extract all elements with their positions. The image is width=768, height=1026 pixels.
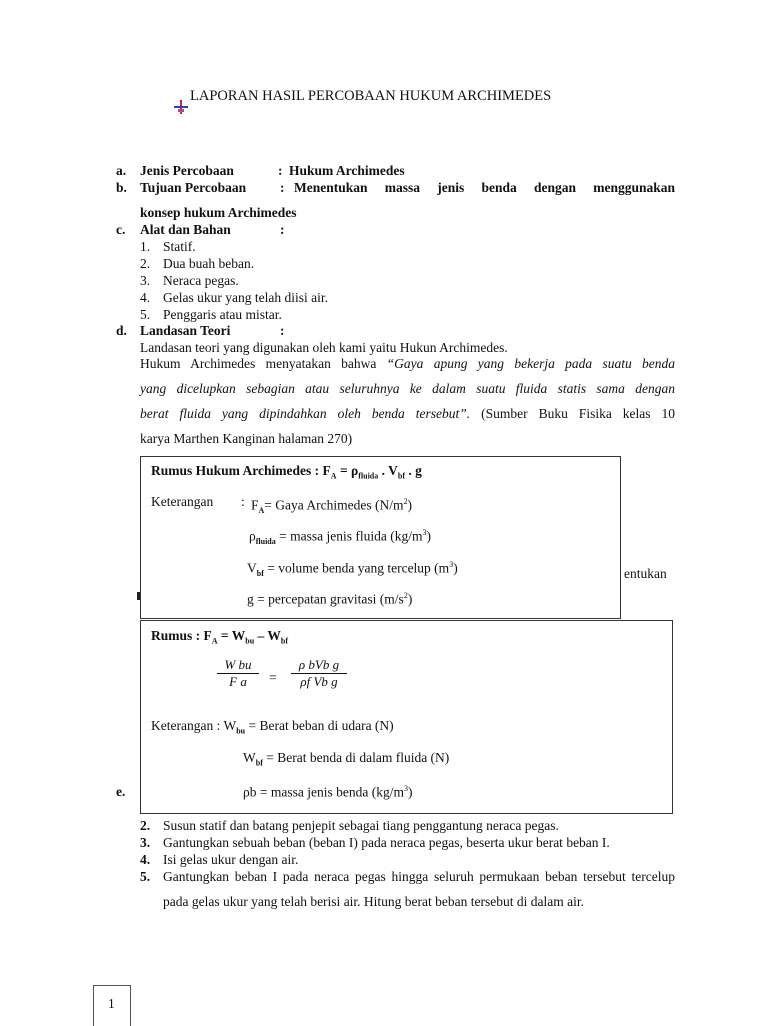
equals-sign: = — [269, 670, 277, 685]
list-item-number: 1. — [140, 239, 151, 254]
box1-line-rho: $\rho_{fluida}$ = massa jenis fluida $(kg/m^3)$ — [249, 528, 431, 547]
step-item: Gantungkan sebuah beban (beban I) pada neraca pegas, beserta ukur berat beban I. — [163, 835, 610, 850]
list-item-number: 4. — [140, 290, 151, 305]
theory-quote-start: “Gaya apung yang bekerja pada suatu benda — [386, 356, 675, 371]
list-item: Dua buah beban. — [163, 256, 255, 271]
hidden-text-fragment: entukan — [624, 566, 667, 581]
document-title: LAPORAN HASIL PERCOBAAN HUKUM ARCHIMEDES — [190, 88, 552, 104]
theory-source: (Sumber Buku Fisika kelas 10 — [470, 406, 675, 421]
step-number: 4. — [140, 852, 151, 867]
section-d-label: Landasan Teori — [140, 323, 231, 338]
box1-heading: Rumus Hukum Archimedes : $F_A = \rho_{fluida}$ . $V_{bf}$ . g — [151, 463, 422, 481]
step-number: 2. — [140, 818, 151, 833]
step-item: Isi gelas ukur dengan air. — [163, 852, 299, 867]
section-c-marker: c. — [116, 222, 126, 237]
section-c-label: Alat dan Bahan — [140, 222, 231, 237]
theory-line-2-normal: Hukum Archimedes menyatakan bahwa — [140, 356, 387, 371]
box2-line-wbu: Keterangan : $W_{bu}$ = Berat beban di udara (N) — [151, 718, 394, 736]
section-a-marker: a. — [116, 163, 127, 178]
page-number: 1 — [108, 996, 115, 1011]
theory-quote-end: berat fluida yang dipindahkan oleh benda tersebut”. — [140, 406, 471, 421]
formula-box-archimedes[interactable] — [140, 456, 621, 619]
section-d-marker: d. — [116, 323, 127, 338]
theory-line-4 — [140, 405, 675, 422]
section-d-colon: : — [280, 323, 285, 338]
box1-line-vbf: $V_{bf}$ = volume benda yang tercelup $(m^3)$ — [247, 560, 458, 579]
list-item-number: 2. — [140, 256, 151, 271]
step-number: 3. — [140, 835, 151, 850]
box1-ket-label: Keterangan — [151, 494, 214, 509]
section-a-value: Hukum Archimedes — [289, 163, 405, 178]
section-b-colon: : — [280, 180, 285, 195]
section-b-value-line2: konsep hukum Archimedes — [140, 205, 297, 220]
section-b-label: Tujuan Percobaan — [140, 180, 247, 195]
box2-line-rhob: ρb = massa jenis benda $(kg/m^3)$ — [243, 784, 413, 800]
theory-line-1: Landasan teori yang digunakan oleh kami yaitu Hukun Archimedes. — [140, 340, 508, 355]
theory-line-2 — [140, 355, 675, 372]
fraction-weight-over-force: $\frac{\text{W bu}}{\text{F a}}$ — [217, 657, 259, 690]
list-item-number: 5. — [140, 307, 151, 322]
section-a-label: Jenis Percobaan — [140, 163, 234, 178]
list-item: Penggaris atau mistar. — [163, 307, 282, 322]
step-item: Gantungkan beban I pada neraca pegas hingga seluruh permukaan beban tersebut tercelup pada gelas ukur yang telah berisi air. Hitung berat beban tersebut di dalam air. — [163, 869, 675, 909]
section-b-value-line1: Menentukan massa jenis benda dengan menggunakan — [294, 180, 675, 195]
step-item: Susun statif dan batang penjepit sebagai tiang penggantung neraca pegas. — [163, 818, 559, 833]
list-item: Gelas ukur yang telah diisi air. — [163, 290, 328, 305]
theory-line-5: karya Marthen Kanginan halaman 270) — [140, 431, 353, 446]
section-c-colon: : — [280, 222, 285, 237]
box1-ket-colon: : — [241, 494, 245, 509]
box1-line-g: g = percepatan gravitasi $(m/s^2)$ — [247, 591, 413, 607]
theory-quote-middle: yang dicelupkan sebagian atau seluruhnya ke dalam suatu fluida statis sama dengan — [140, 381, 675, 396]
fraction-density-ratio: ρ bVb g ρf Vb g — [291, 657, 347, 690]
step-number: 5. — [140, 869, 151, 884]
formula-box-buoyancy[interactable] — [140, 620, 673, 814]
list-item-number: 3. — [140, 273, 151, 288]
list-item: Statif. — [163, 239, 196, 254]
box2-line-wbf: $W_{bf}$ = Berat benda di dalam fluida (N) — [243, 750, 450, 768]
move-handle-icon[interactable] — [174, 100, 188, 114]
box2-heading: Rumus : $F_A = W_{bu} - W_{bf}$ — [151, 628, 289, 646]
section-a-colon: : — [278, 163, 283, 178]
section-e-marker: e. — [116, 784, 126, 799]
list-item: Neraca pegas. — [163, 273, 239, 288]
section-b-marker: b. — [116, 180, 127, 195]
box1-line-fa: $F_A=$ Gaya Archimedes $(N/m^2)$ — [251, 497, 412, 516]
